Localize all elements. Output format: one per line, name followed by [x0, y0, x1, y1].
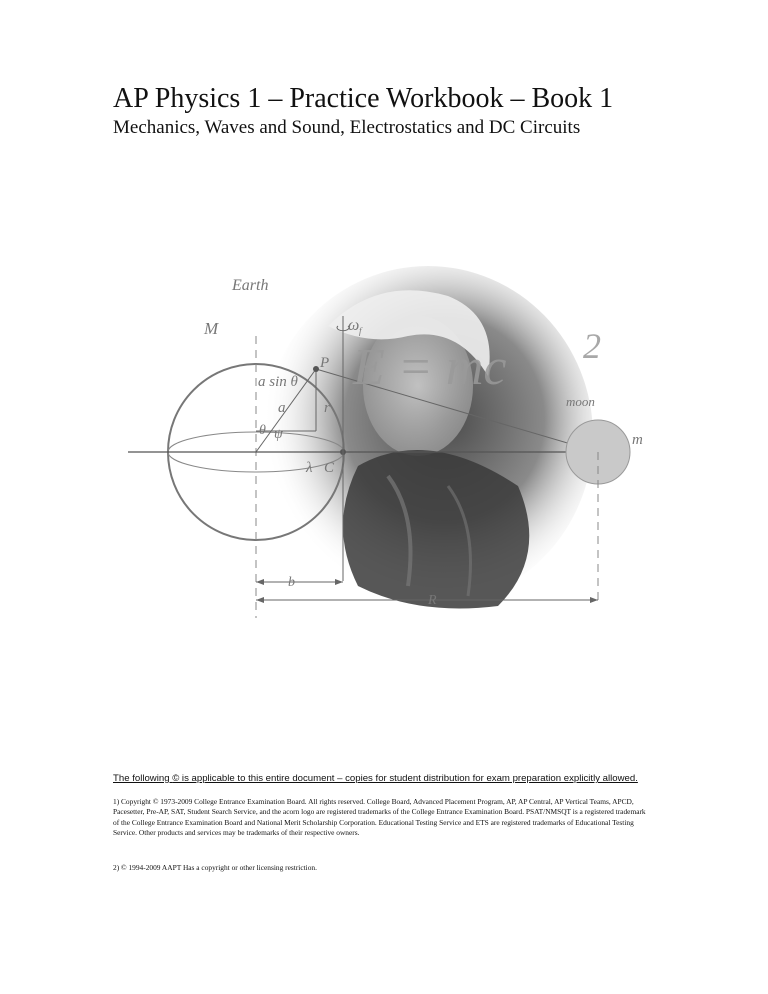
equation-label: E = mc [353, 339, 507, 396]
notice-prefix: The following [113, 773, 173, 784]
document-title: AP Physics 1 – Practice Workbook – Book 1 [113, 83, 614, 114]
cover-illustration [128, 266, 646, 618]
a-sin-theta-label: a sin θ [258, 374, 298, 390]
r-label: r [324, 400, 330, 416]
omega-label: ω [348, 317, 360, 334]
legal-paragraph-1: 1) Copyright © 1973-2009 College Entrance Examination Board. All rights reserved. College Board, Advanced Placement Program, AP, AP Central, AP Vertical Teams, APCD, Pacesetter, Pre-AP, SAT, Student Search Service, and the acorn logo are registered trademarks of the College Entrance Examination Board. PSAT/NMSQT is a registered trademark of the College Entrance Examination Board and National Merit Scholarship Corporation. Educational Testing Service and ETS are registered trademarks of Educational Testing Service. Other products and services may be trademarks of their respective owners. [113, 797, 646, 838]
omega-sub-label: f [359, 326, 362, 336]
distance-R-label: R [428, 593, 437, 608]
copyright-notice [113, 773, 638, 784]
lambda-label: λ [306, 460, 313, 476]
distance-b-label: b [288, 575, 295, 590]
mass-M-label: M [204, 319, 219, 338]
portrait-shading [263, 266, 593, 609]
notice-text: © is applicable to this entire document – copies for student distribution for exam preparation explicitly allowed. [172, 773, 638, 784]
earth-label: Earth [232, 277, 269, 294]
psi-label: ψ [274, 427, 283, 442]
center-C-label: C [324, 460, 335, 476]
mass-m-label: m [632, 432, 643, 448]
a-label: a [278, 400, 286, 416]
point-P-label: P [320, 355, 330, 371]
legal-paragraph-2: 2) © 1994-2009 AAPT Has a copyright or other licensing restriction. [113, 863, 317, 872]
theta-label: θ [259, 423, 266, 438]
moon-label: moon [566, 394, 595, 409]
moon-diagram [566, 420, 630, 606]
equation-exponent: 2 [583, 326, 601, 366]
document-subtitle: Mechanics, Waves and Sound, Electrostatics and DC Circuits [113, 117, 581, 138]
